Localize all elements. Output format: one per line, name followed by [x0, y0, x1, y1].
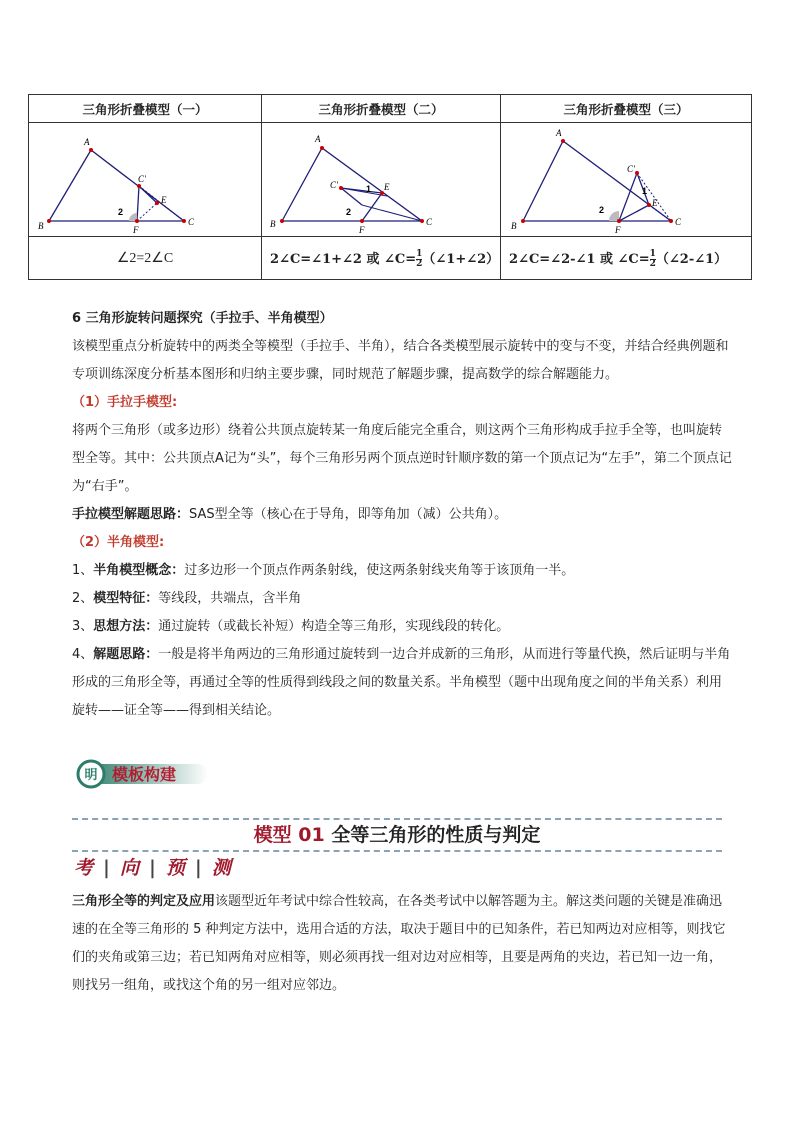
formula-1: ∠2=2∠C [29, 237, 262, 280]
model-text: 该题型近年考试中综合性较高，在各类考试中以解答题为主。解这类问题的关键是准确迅速的在全等三角形的 5 种判定方法中，选用合适的方法，取决于题目中的已知条件，若已知两边对应相等，则找它们的夹角或第三边；若已知两角对应相等，则必须再找一组对边对应相等，且要是两角的夹边，若已知一边一角，则找另一组角，或找这个角的另一组对应邻边。 [72, 894, 726, 993]
model-number: 模型 01 [253, 824, 325, 846]
formula-2-tail: （∠1+∠2） [422, 251, 500, 267]
fraction-half: $\frac{1}{2}$ [649, 248, 656, 269]
label-Cp: C′ [627, 164, 635, 174]
label-B: B [270, 219, 276, 229]
divider-bottom [72, 850, 722, 852]
section-6-title: 6 三角形旋转问题探究（手拉手、半角模型） [72, 311, 333, 326]
exam-forecast-heading: 考 | 向 | 预 | 测 [74, 857, 235, 879]
label-Cp: C′ [330, 180, 338, 190]
label-F: F [615, 225, 621, 235]
formula-3-main: 2∠C=∠2-∠1 或 ∠C= [509, 251, 650, 267]
model-title [72, 820, 722, 847]
fraction-half: $\frac{1}{2}$ [416, 248, 423, 269]
table-header-2: 三角形折叠模型（二） [262, 95, 501, 123]
label-A: A [84, 137, 90, 147]
label-2: 2 [118, 207, 124, 217]
label-E: E [384, 182, 390, 192]
folding-figure-3 [501, 123, 752, 236]
label-B: B [38, 221, 44, 231]
label-A: A [315, 134, 321, 144]
section-6 [72, 305, 732, 725]
label-2: 2 [346, 207, 352, 217]
model-name: 全等三角形的性质与判定 [331, 824, 541, 846]
folding-figure-2 [262, 123, 501, 236]
half-angle-title: （2）半角模型: [72, 535, 165, 550]
label-1: 1 [642, 186, 648, 196]
label-2: 2 [599, 205, 605, 215]
formula-3-tail: （∠2-∠1） [655, 251, 728, 267]
formula-3 [501, 237, 752, 280]
model-lead: 三角形全等的判定及应用 [72, 894, 216, 909]
label-C: C [426, 217, 433, 227]
table-header-1: 三角形折叠模型（一） [29, 95, 262, 123]
template-banner [76, 759, 208, 789]
hand-in-hand-title: （1）手拉手模型: [72, 395, 178, 410]
section-6-intro: 该模型重点分析旋转中的两类全等模型（手拉手、半角），结合各类模型展示旋转中的变与不变，并结合经典例题和专项训练深度分析基本图形和归纳主要步骤，同时规范了解题步骤，提高数学的综合解题能力。 [72, 339, 729, 382]
half-angle-item-3: 3、思想方法：通过旋转（或截长补短）构造全等三角形，实现线段的转化。 [72, 619, 510, 634]
model-description [72, 888, 732, 1000]
label-B: B [511, 221, 517, 231]
formula-2 [262, 237, 501, 280]
banner-badge: 明 [84, 768, 98, 783]
label-A: A [556, 128, 562, 138]
banner-text: 模板构建 [112, 765, 177, 784]
label-E: E [652, 198, 658, 208]
figure-cell-2 [262, 123, 501, 237]
label-E: E [161, 195, 167, 205]
label-C: C [675, 217, 682, 227]
label-C: C [188, 217, 195, 227]
hand-in-hand-text: 将两个三角形（或多边形）绕着公共顶点旋转某一角度后能完全重合，则这两个三角形构成手拉手全等，也叫旋转型全等。其中：公共顶点A记为“头”，每个三角形另两个顶点逆时针顺序数的第一个顶点记为“左手”，第二个顶点记为“右手”。 [72, 423, 732, 494]
label-Cp: C′ [138, 174, 146, 184]
label-F: F [359, 225, 365, 235]
label-1: 1 [366, 184, 372, 194]
figure-cell-1 [29, 123, 262, 237]
label-F: F [133, 225, 139, 235]
figure-cell-3 [501, 123, 752, 237]
formula-2-main: 2∠C=∠1+∠2 或 ∠C= [270, 251, 417, 267]
folding-figure-1 [29, 123, 262, 236]
half-angle-item-4: 4、解题思路：一般是将半角两边的三角形通过旋转到一边合并成新的三角形，从而进行等量代换，然后证明与半角形成的三角形全等，再通过全等的性质得到线段之间的数量关系。半角模型（题中出现角度之间的半角关系）利用旋转——证全等——得到相关结论。 [72, 647, 731, 718]
hand-in-hand-tip: 手拉模型解题思路：SAS型全等（核心在于导角，即等角加（减）公共角）。 [72, 507, 508, 522]
half-angle-item-1: 1、半角模型概念：过多边形一个顶点作两条射线，使这两条射线夹角等于该顶角一半。 [72, 563, 575, 578]
folding-model-table [28, 94, 752, 280]
table-header-3: 三角形折叠模型（三） [501, 95, 752, 123]
half-angle-item-2: 2、模型特征：等线段，共端点，含半角 [72, 591, 302, 606]
